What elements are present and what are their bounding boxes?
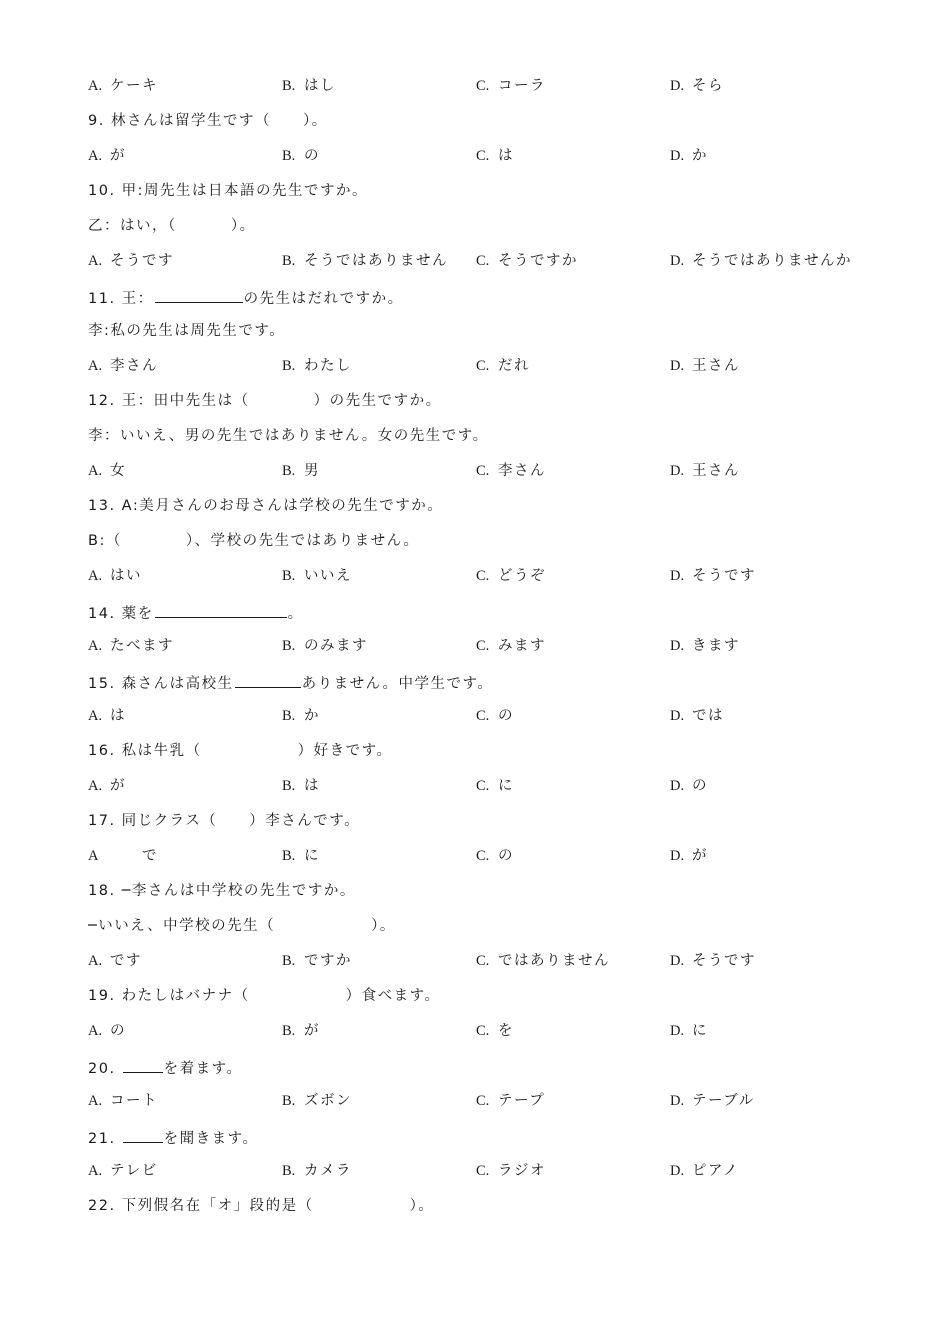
option-b[interactable]: B. か [282,708,320,724]
option-c[interactable]: C. 李さん [476,463,546,479]
question-stem: 14. 薬を 。 [88,601,304,621]
question-stem: 18. ─李さんは中学校の先生ですか。 [88,883,356,899]
question-stem-line2: 李:私の先生は周先生です。 [88,323,286,339]
answer-blank[interactable] [155,601,287,618]
option-b[interactable]: B. ですか [282,953,352,969]
option-a[interactable]: A. は [88,708,126,724]
option-a[interactable]: A. はい [88,568,142,584]
option-c[interactable]: C. ではありません [476,953,610,969]
option-c[interactable]: C. の [476,848,514,864]
option-d[interactable]: D. そうです [670,953,756,969]
option-d[interactable]: D. 王さん [670,463,740,479]
option-c[interactable]: C. テープ [476,1093,546,1109]
option-c[interactable]: C. そうですか [476,253,578,269]
answer-blank[interactable] [155,286,243,303]
option-d[interactable]: D. では [670,708,724,724]
option-b[interactable]: B. 男 [282,463,320,479]
option-d[interactable]: D. が [670,848,708,864]
question-stem: 12. 王：田中先生は（ ）の先生ですか。 [88,393,442,409]
option-c[interactable]: C. に [476,778,514,794]
option-a[interactable]: A. たべます [88,638,174,654]
question-stem-line2: 乙：はい，（ ）。 [88,218,256,234]
question-stem-line2: B:（ ）、学校の先生ではありません。 [88,533,420,549]
option-c[interactable]: C. コーラ [476,78,546,94]
option-d[interactable]: D. の [670,778,708,794]
option-a[interactable]: A. の [88,1023,126,1039]
answer-blank[interactable] [235,671,301,688]
answer-blank[interactable] [123,1126,163,1143]
option-b[interactable]: B. のみます [282,638,368,654]
option-c[interactable]: C. の [476,708,514,724]
question-stem-line2: ─いいえ、中学校の先生（ ）。 [88,918,396,934]
option-b[interactable]: B. そうではありません [282,253,448,269]
question-stem: 20. を着ます。 [88,1056,243,1076]
option-a[interactable]: A. 李さん [88,358,158,374]
option-b[interactable]: B. わたし [282,358,352,374]
option-d[interactable]: D. に [670,1023,708,1039]
question-stem: 21. を聞きます。 [88,1126,259,1146]
option-c[interactable]: C. どうぞ [476,568,546,584]
option-d[interactable]: D. ピアノ [670,1163,739,1179]
option-a[interactable]: A. が [88,148,126,164]
answer-blank[interactable] [123,1056,163,1073]
question-stem: 19. わたしはバナナ（ ）食べます。 [88,988,441,1004]
option-c[interactable]: C. を [476,1023,514,1039]
option-b[interactable]: B. の [282,148,320,164]
option-b[interactable]: B. に [282,848,320,864]
option-d[interactable]: D. きます [670,638,740,654]
question-stem: 15. 森さんは高校生 ありません。中学生です。 [88,671,493,691]
question-stem: 22. 下列假名在「オ」段的是（ ）。 [88,1198,435,1214]
option-b[interactable]: B. いいえ [282,568,352,584]
question-stem: 11. 王： の先生はだれですか。 [88,286,404,306]
question-stem: 9. 林さんは留学生です（ ）。 [88,113,328,129]
question-stem: 13. A:美月さんのお母さんは学校の先生ですか。 [88,498,444,514]
option-c[interactable]: C. は [476,148,514,164]
option-c[interactable]: C. だれ [476,358,530,374]
option-a[interactable]: A. コート [88,1093,158,1109]
option-d[interactable]: D. そうです [670,568,756,584]
option-a[interactable]: A. が [88,778,126,794]
option-a[interactable]: A. そうです [88,253,174,269]
option-d[interactable]: D. そうではありませんか [670,253,852,269]
option-a[interactable]: A. ケーキ [88,78,158,94]
question-stem: 16. 私は牛乳（ ）好きです。 [88,743,393,759]
option-d[interactable]: D. か [670,148,708,164]
option-a[interactable]: A. です [88,953,142,969]
question-stem: 17. 同じクラス（ ）李さんです。 [88,813,361,829]
option-c[interactable]: C. ラジオ [476,1163,546,1179]
option-b[interactable]: B. ズボン [282,1093,352,1109]
option-b[interactable]: B. が [282,1023,320,1039]
option-a[interactable]: A で [88,848,158,864]
option-c[interactable]: C. みます [476,638,546,654]
question-stem: 10. 甲:周先生は日本語の先生ですか。 [88,183,369,199]
option-d[interactable]: D. テーブル [670,1093,755,1109]
option-a[interactable]: A. 女 [88,463,126,479]
option-d[interactable]: D. 王さん [670,358,740,374]
option-a[interactable]: A. テレビ [88,1163,158,1179]
option-b[interactable]: B. はし [282,78,336,94]
question-stem-line2: 李：いいえ、男の先生ではありません。女の先生です。 [88,428,489,444]
option-b[interactable]: B. カメラ [282,1163,352,1179]
option-b[interactable]: B. は [282,778,320,794]
option-d[interactable]: D. そら [670,78,724,94]
